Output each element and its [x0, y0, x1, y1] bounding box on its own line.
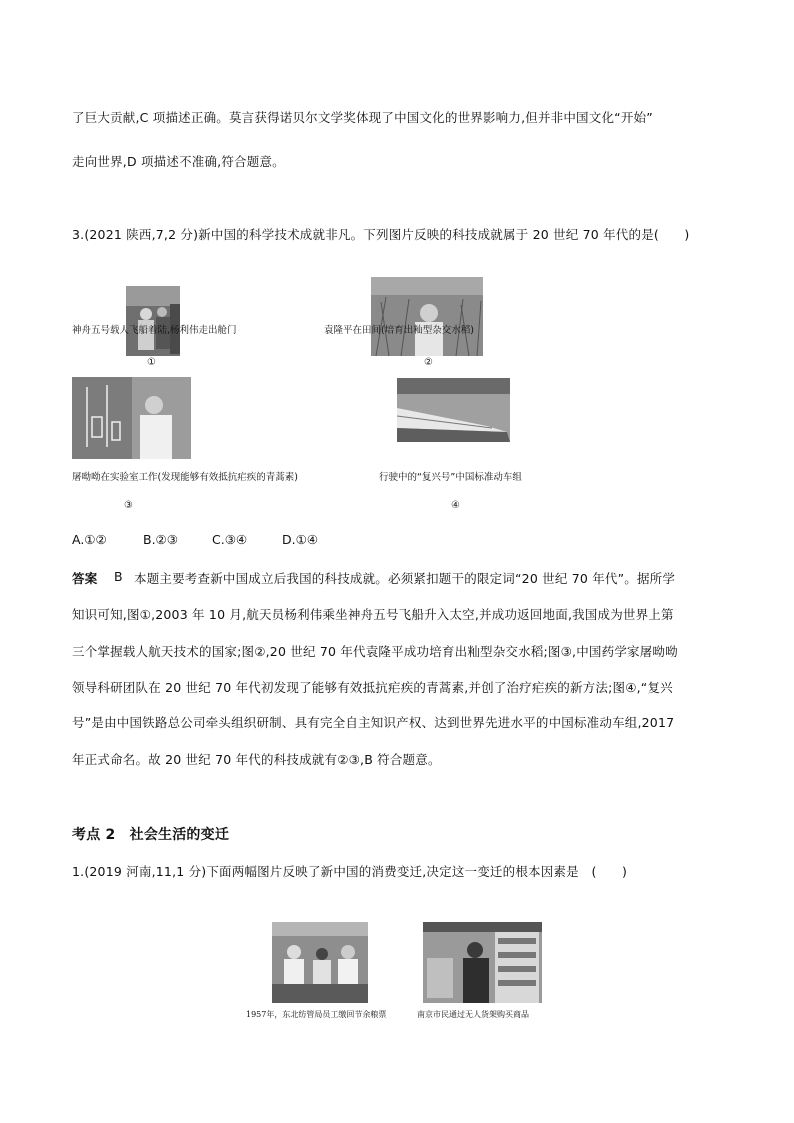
picture-4-caption: 行驶中的“复兴号”中国标准动车组 [379, 472, 522, 483]
answer-label: 答案 [72, 571, 98, 586]
intro-line-1: 了巨大贡献,C 项描述正确。莫言获得诺贝尔文学奖体现了中国文化的世界影响力,但并非中国文化“开始” [72, 110, 653, 125]
question-3-stem: 3.(2021 陕西,7,2 分)新中国的科学技术成就非凡。下列图片反映的科技成就属于 20 世纪 70 年代的是( ) [72, 227, 690, 242]
option-d: D.①④ [282, 532, 319, 547]
astronaut-photo [126, 286, 180, 356]
answer-letter: B [114, 569, 123, 584]
section-heading: 考点 2 社会生活的变迁 [72, 827, 230, 843]
picture-2-number: ② [424, 357, 433, 368]
intro-line-2: 走向世界,D 项描述不准确,符合题意。 [72, 154, 285, 169]
q1-picture-2-caption: 南京市民通过无人货架购买商品 [417, 1010, 529, 1019]
q1-picture-1-caption: 1957年，东北纺管局员工缴回节余粮票 [246, 1010, 387, 1019]
rice-field-photo [371, 277, 483, 356]
picture-1-number: ① [147, 357, 156, 368]
picture-3-caption: 屠呦呦在实验室工作(发现能够有效抵抗疟疾的青蒿素) [72, 472, 298, 483]
laboratory-photo [72, 377, 191, 459]
picture-3-number: ③ [124, 500, 133, 511]
explanation-line-1: 本题主要考查新中国成立后我国的科技成就。必须紧扣题干的限定词“20 世纪 70 年代”。据所学 [134, 571, 676, 586]
explanation-line-4: 领导科研团队在 20 世纪 70 年代初发现了能够有效抵抗疟疾的青蒿素,并创了治疗疟疾的新方法;图④,“复兴 [72, 680, 673, 695]
picture-2-caption: 袁隆平在田间(培育出籼型杂交水稻) [324, 325, 474, 336]
option-b: B.②③ [143, 532, 178, 547]
explanation-line-3: 三个掌握载人航天技术的国家;图②,20 世纪 70 年代袁隆平成功培育出籼型杂交水稻;图③,中国药学家屠呦呦 [72, 644, 678, 659]
explanation-line-6: 年正式命名。故 20 世纪 70 年代的科技成就有②③,B 符合题意。 [72, 752, 441, 767]
option-c: C.③④ [212, 532, 248, 547]
option-a: A.①② [72, 532, 107, 547]
explanation-line-2: 知识可知,图①,2003 年 10 月,航天员杨利伟乘坐神舟五号飞船升入太空,并成功返回地面,我国成为世界上第 [72, 607, 674, 622]
picture-4-number: ④ [451, 500, 460, 511]
picture-1-caption: 神舟五号载人飞船着陆,杨利伟走出舱门 [72, 325, 237, 336]
question-1-stem: 1.(2019 河南,11,1 分)下面两幅图片反映了新中国的消费变迁,决定这一变迁的根本因素是 ( ) [72, 864, 628, 879]
train-photo [397, 378, 510, 442]
unmanned-shelf-photo [423, 922, 542, 1003]
ration-coupon-photo [272, 922, 368, 1003]
explanation-line-5: 号”是由中国铁路总公司牵头组织研制、具有完全自主知识产权、达到世界先进水平的中国标准动车组,2017 [72, 715, 675, 730]
